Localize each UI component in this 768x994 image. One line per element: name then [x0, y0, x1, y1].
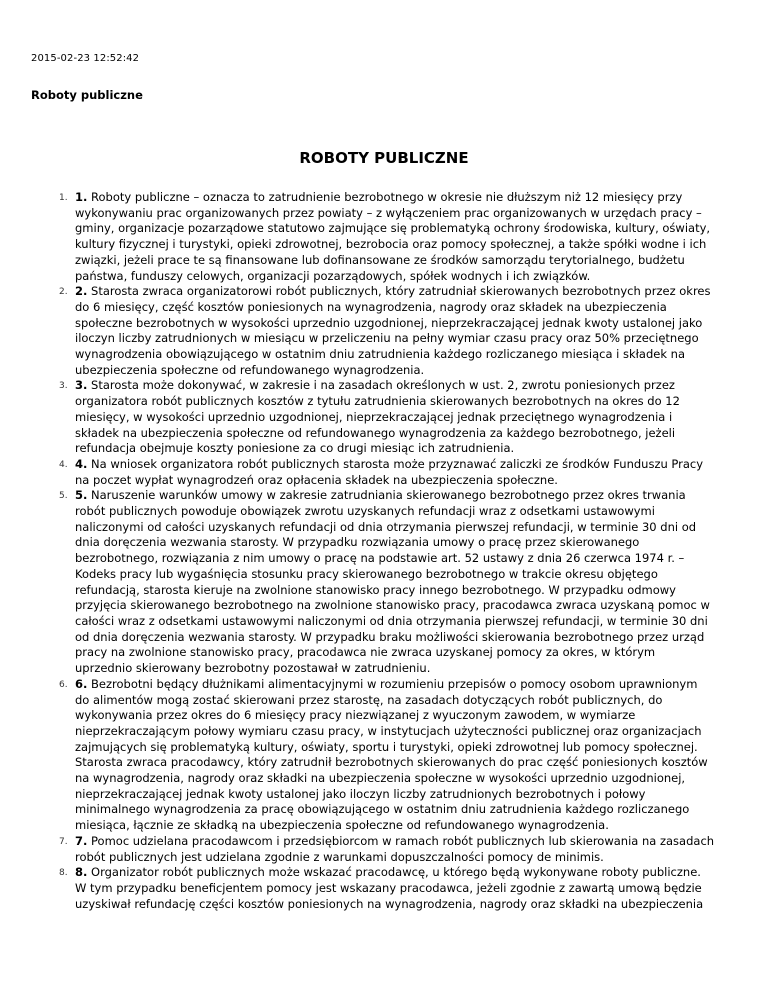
- list-number: 3.: [59, 381, 68, 392]
- paragraph-item: [59, 190, 715, 284]
- paragraph-text: Bezrobotni będący dłużnikami alimentacyjnymi w rozumieniu przepisów o pomocy osobom uprawnionym do alimentów mogą zostać skierowani przez starostę, na zasadach dotyczących robót publicznych, do wykonywania przez okres do 6 miesięcy pracy niezwiązanej z wyuczonym zawodem, w wymiarze nieprzekraczającym połowy wymiaru czasu pracy, w instytucjach użyteczności publicznej oraz organizacjach zajmujących się problematyką kultury, oświaty, sportu i turystyki, opieki zdrowotnej lub pomocy społecznej. Starosta zwraca pracodawcy, który zatrudnił bezrobotnych skierowanych do prac część poniesionych kosztów na wynagrodzenia, nagrody oraz składki na ubezpieczenia społeczne w wysokości uprzednio uzgodnionej, nieprzekraczającej jednak kwoty ustalonej jako iloczyn liczby zatrudnionych bezrobotnych i połowy minimalnego wynagrodzenia za pracę obowiązującego w ostatnim dniu zatrudnienia każdego rozliczanego miesiąca, łącznie ze składką na ubezpieczenia społeczne od refundowanego wynagrodzenia.: [75, 676, 708, 833]
- list-number: 1.: [59, 193, 68, 203]
- paragraph-number: 1.: [75, 190, 88, 204]
- print-timestamp: 2015-02-23 12:52:42: [31, 53, 140, 64]
- paragraph-list: [59, 190, 715, 912]
- paragraph-number: 7.: [75, 833, 88, 848]
- paragraph-number: 8.: [75, 865, 88, 880]
- paragraph-item: [59, 378, 715, 457]
- paragraph-text: Starosta zwraca organizatorowi robót publicznych, który zatrudniał skierowanych bezrobotnych przez okres do 6 miesięcy, część kosztów poniesionych na wynagrodzenia, nagrody oraz składek na ubezpieczenia społeczne bezrobotnych w wysokości uprzednio uzgodnionej, nieprzekraczającej jednak kwoty ustalonej jako iloczyn liczby zatrudnionych w miesiącu w przeliczeniu na pełny wymiar czasu pracy oraz 50% przeciętnego wynagrodzenia obowiązującego w ostatnim dniu zatrudnienia każdego rozliczanego miesiąca i składek na ubezpieczenia społeczne od refundowanego wynagrodzenia.: [75, 284, 711, 377]
- paragraph-text: Pomoc udzielana pracodawcom i przedsiębiorcom w ramach robót publicznych lub skierowania na zasadach robót publicznych jest udzielana zgodnie z warunkami dopuszczalności pomocy de minimis.: [75, 833, 715, 864]
- paragraph-item: [59, 676, 715, 834]
- paragraph-number: 6.: [75, 676, 88, 691]
- paragraph-item: [59, 488, 715, 676]
- list-number: 4.: [59, 459, 68, 470]
- list-number: 2.: [59, 287, 68, 298]
- list-number: 6.: [59, 679, 68, 690]
- paragraph-text: Naruszenie warunków umowy w zakresie zatrudniania skierowanego bezrobotnego przez okres trwania robót publicznych powoduje obowiązek zwrotu uzyskanych refundacji wraz z odsetkami ustawowymi naliczonymi od całości uzyskanych refundacji od dnia otrzymania pierwszej refundacji, w terminie 30 dni od dnia doręczenia wezwania starosty. W przypadku rozwiązania umowy o pracę przez skierowanego bezrobotnego, rozwiązania z nim umowy o pracę na podstawie art. 52 ustawy z dnia 26 czerwca 1974 r. – Kodeks pracy lub wygaśnięcia stosunku pracy skierowanego bezrobotnego w trakcie okresu objętego refundacją, starosta kieruje na zwolnione stanowisko pracy innego bezrobotnego. W przypadku odmowy przyjęcia skierowanego bezrobotnego na zwolnione stanowisko pracy, pracodawca zwraca uzyskaną pomoc w całości wraz z odsetkami ustawowymi naliczonymi od dnia otrzymania pierwszej refundacji, w terminie 30 dni od dnia doręczenia wezwania starosty. W przypadku braku możliwości skierowania bezrobotnego przez urząd pracy na zwolnione stanowisko pracy, pracodawca nie zwraca uzyskanej pomocy za okres, w którym uprzednio skierowany bezrobotny pozostawał w zatrudnieniu.: [75, 488, 710, 676]
- paragraph-number: 4.: [75, 456, 88, 471]
- paragraph-text: Na wniosek organizatora robót publicznych starosta może przyznawać zaliczki ze środków Funduszu Pracy na poczet wypłat wynagrodzeń oraz opłacenia składek na ubezpieczenia społeczne.: [75, 456, 704, 487]
- paragraph-number: 5.: [75, 488, 88, 503]
- list-number: 8.: [59, 868, 68, 879]
- section-heading: ROBOTY PUBLICZNE: [299, 149, 469, 167]
- list-number: 5.: [59, 491, 68, 502]
- paragraph-text: Starosta może dokonywać, w zakresie i na zasadach określonych w ust. 2, zwrotu poniesionych przez organizatora robót publicznych kosztów z tytułu zatrudnienia skierowanych bezrobotnych na okres do 12 miesięcy, w wysokości uprzednio uzgodnionej, nieprzekraczającej jednak przeciętnego wynagrodzenia i składek na ubezpieczenia społeczne od refundowanego wynagrodzenia za każdego bezrobotnego, jeżeli refundacja obejmuje koszty poniesione za co drugi miesiąc ich zatrudnienia.: [75, 378, 680, 456]
- list-number: 7.: [59, 836, 68, 847]
- paragraph-number: 3.: [75, 378, 88, 393]
- document-title: Roboty publiczne: [31, 88, 143, 102]
- paragraph-number: 2.: [75, 284, 88, 299]
- article-content: [59, 190, 715, 912]
- paragraph-item: [59, 833, 715, 865]
- paragraph-text: Organizator robót publicznych może wskazać pracodawcę, u którego będą wykonywane roboty publiczne. W tym przypadku beneficjentem pomocy jest wskazany pracodawca, jeżeli zgodnie z zawartą umową będzie uzyskiwał refundację części kosztów poniesionych na wynagrodzenia, nagrody oraz składki na ubezpieczenia: [75, 865, 704, 911]
- paragraph-item: [59, 865, 715, 912]
- paragraph-item: [59, 284, 715, 378]
- paragraph-text: Roboty publiczne – oznacza to zatrudnienie bezrobotnego w okresie nie dłuższym niż 12 miesięcy przy wykonywaniu prac organizowanych przez powiaty – z wyłączeniem prac organizowanych w urzędach pracy – gminy, organizacje pozarządowe statutowo zajmujące się problematyką ochrony środowiska, kultury, oświaty, kultury fizycznej i turystyki, opieki zdrowotnej, bezrobocia oraz pomocy społecznej, a także spółki wodne i ich związki, jeżeli prace te są finansowane lub dofinansowane ze środków samorządu terytorialnego, budżetu państwa, funduszy celowych, organizacji pozarządowych, spółek wodnych i ich związków.: [75, 190, 711, 283]
- paragraph-item: [59, 456, 715, 488]
